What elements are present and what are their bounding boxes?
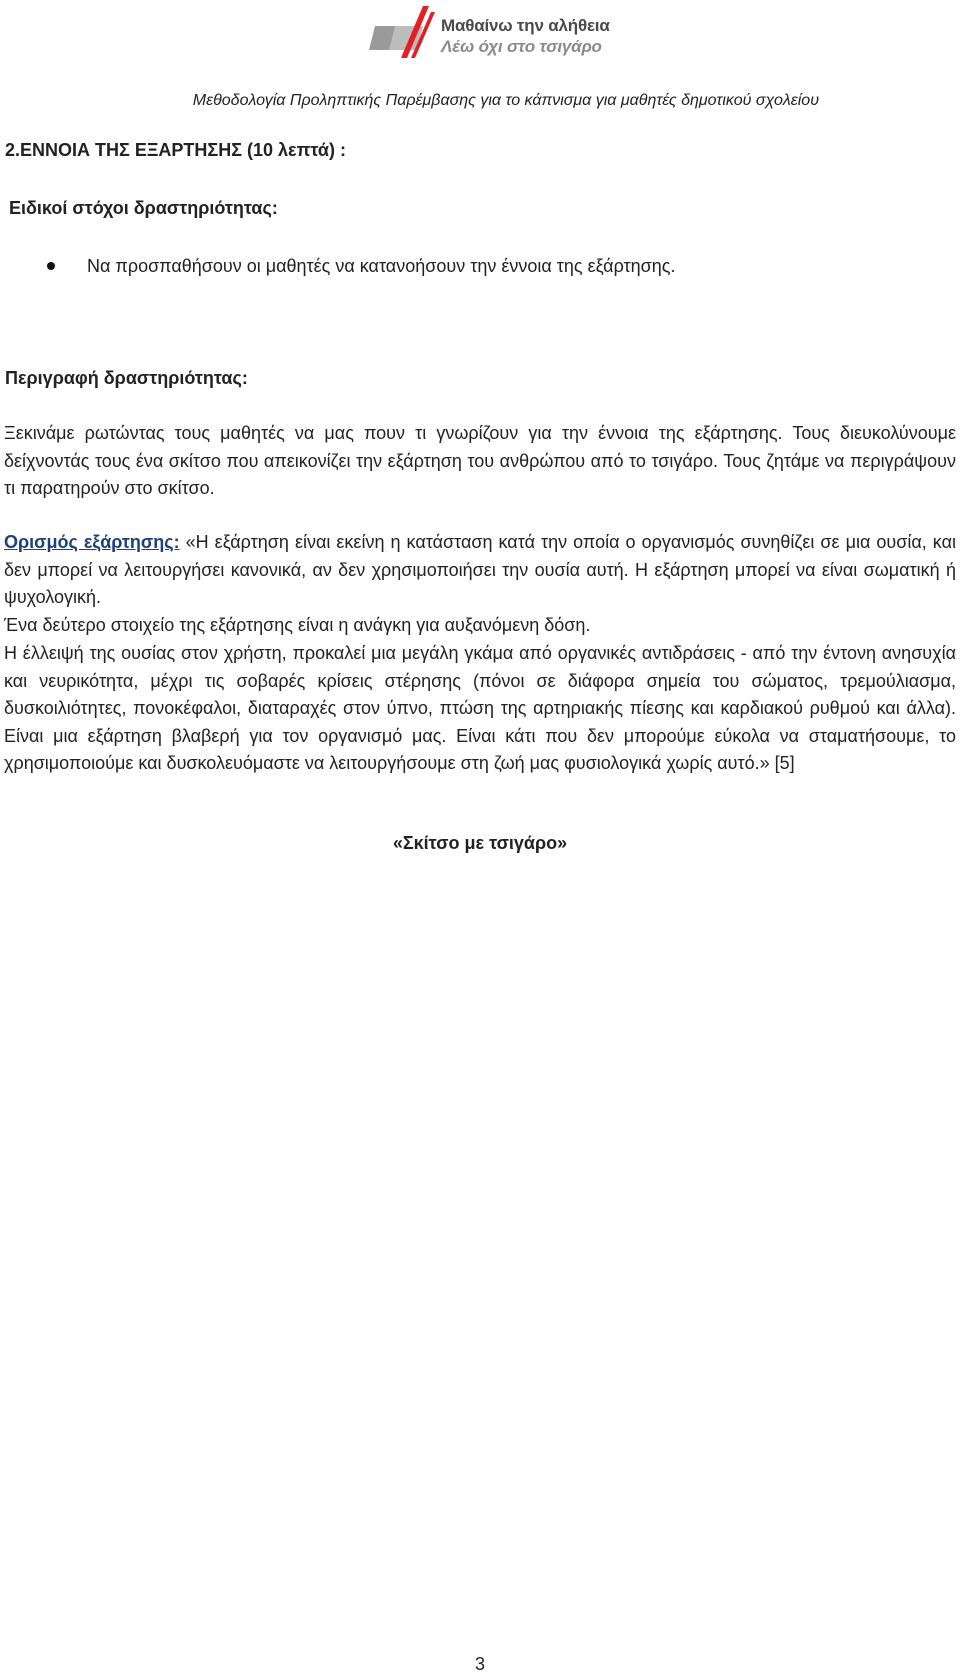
intro-paragraph: Ξεκινάμε ρωτώντας τους μαθητές να μας πουν τι γνωρίζουν για την έννοια της εξάρτησης. Τους διευκολύνουμε δείχνοντάς τους ένα σκίτσο που απεικονίζει την εξάρτηση του ανθρώπου από το τσιγάρο. Τους ζητάμε να περιγράψουν τι παρατηρούν στο σκίτσο. [4,423,956,499]
section-title: 2.ΕΝΝΟΙΑ ΤΗΣ ΕΞΑΡΤΗΣΗΣ (10 λεπτά) : [5,140,346,160]
logo [365,6,610,62]
logo-text-line2: Λέω όχι στο τσιγάρο [441,37,602,56]
goal-item: Να προσπαθήσουν οι μαθητές να κατανοήσουν την έννοια της εξάρτησης. [87,256,676,276]
definition-text: «Η εξάρτηση είναι εκείνη η κατάσταση κατά την οποία ο οργανισμός συνηθίζει σε μια ουσία, και δεν μπορεί να λειτουργήσει κανονικά, αν δεν χρησιμοποιήσει την ουσία αυτή. Η εξάρτηση μπορεί να είναι σωματική ή ψυχολογική. [4,532,956,608]
description-heading: Περιγραφή δραστηριότητας: [5,368,248,388]
bullet-icon [47,262,55,270]
definition-paragraph [4,529,956,612]
goals-heading: Ειδικοί στόχοι δραστηριότητας: [9,198,278,218]
running-header: Μεθοδολογία Προληπτικής Παρέμβασης για το κάπνισμα για μαθητές δημοτικού σχολείου [192,92,819,109]
logo-text-line1: Μαθαίνω την αλήθεια [441,16,610,35]
figure-caption: «Σκίτσο με τσιγάρο» [392,833,568,853]
second-element-paragraph: Ένα δεύτερο στοιχείο της εξάρτησης είναι η ανάγκη για αυξανόμενη δόση. [4,615,591,635]
logo-mark-icon [365,6,441,62]
withdrawal-paragraph: Η έλλειψή της ουσίας στον χρήστη, προκαλεί μια μεγάλη γκάμα από οργανικές αντιδράσεις - από την έντονη ανησυχία και νευρικότητα, μέχρι τις σοβαρές κρίσεις στέρησης (πόνοι σε διάφορα σημεία του σώματος, τρεμούλιασμα, δυσκοιλιότητες, πονοκέφαλοι, διαταραχές στον ύπνο, πτώση της αρτηριακής πίεσης και καρδιακού ρυθμού και άλλα). Είναι μια εξάρτηση βλαβερή για τον οργανισμό μας. Είναι κάτι που δεν μπορούμε εύκολα να σταματήσουμε, το χρησιμοποιούμε και δυσκολευόμαστε να λειτουργήσουμε στη ζωή μας φυσιολογικά χωρίς αυτό.» [5] [4,643,956,774]
page-number: 3 [474,1654,485,1674]
definition-label: Ορισμός εξάρτησης: [4,532,180,552]
